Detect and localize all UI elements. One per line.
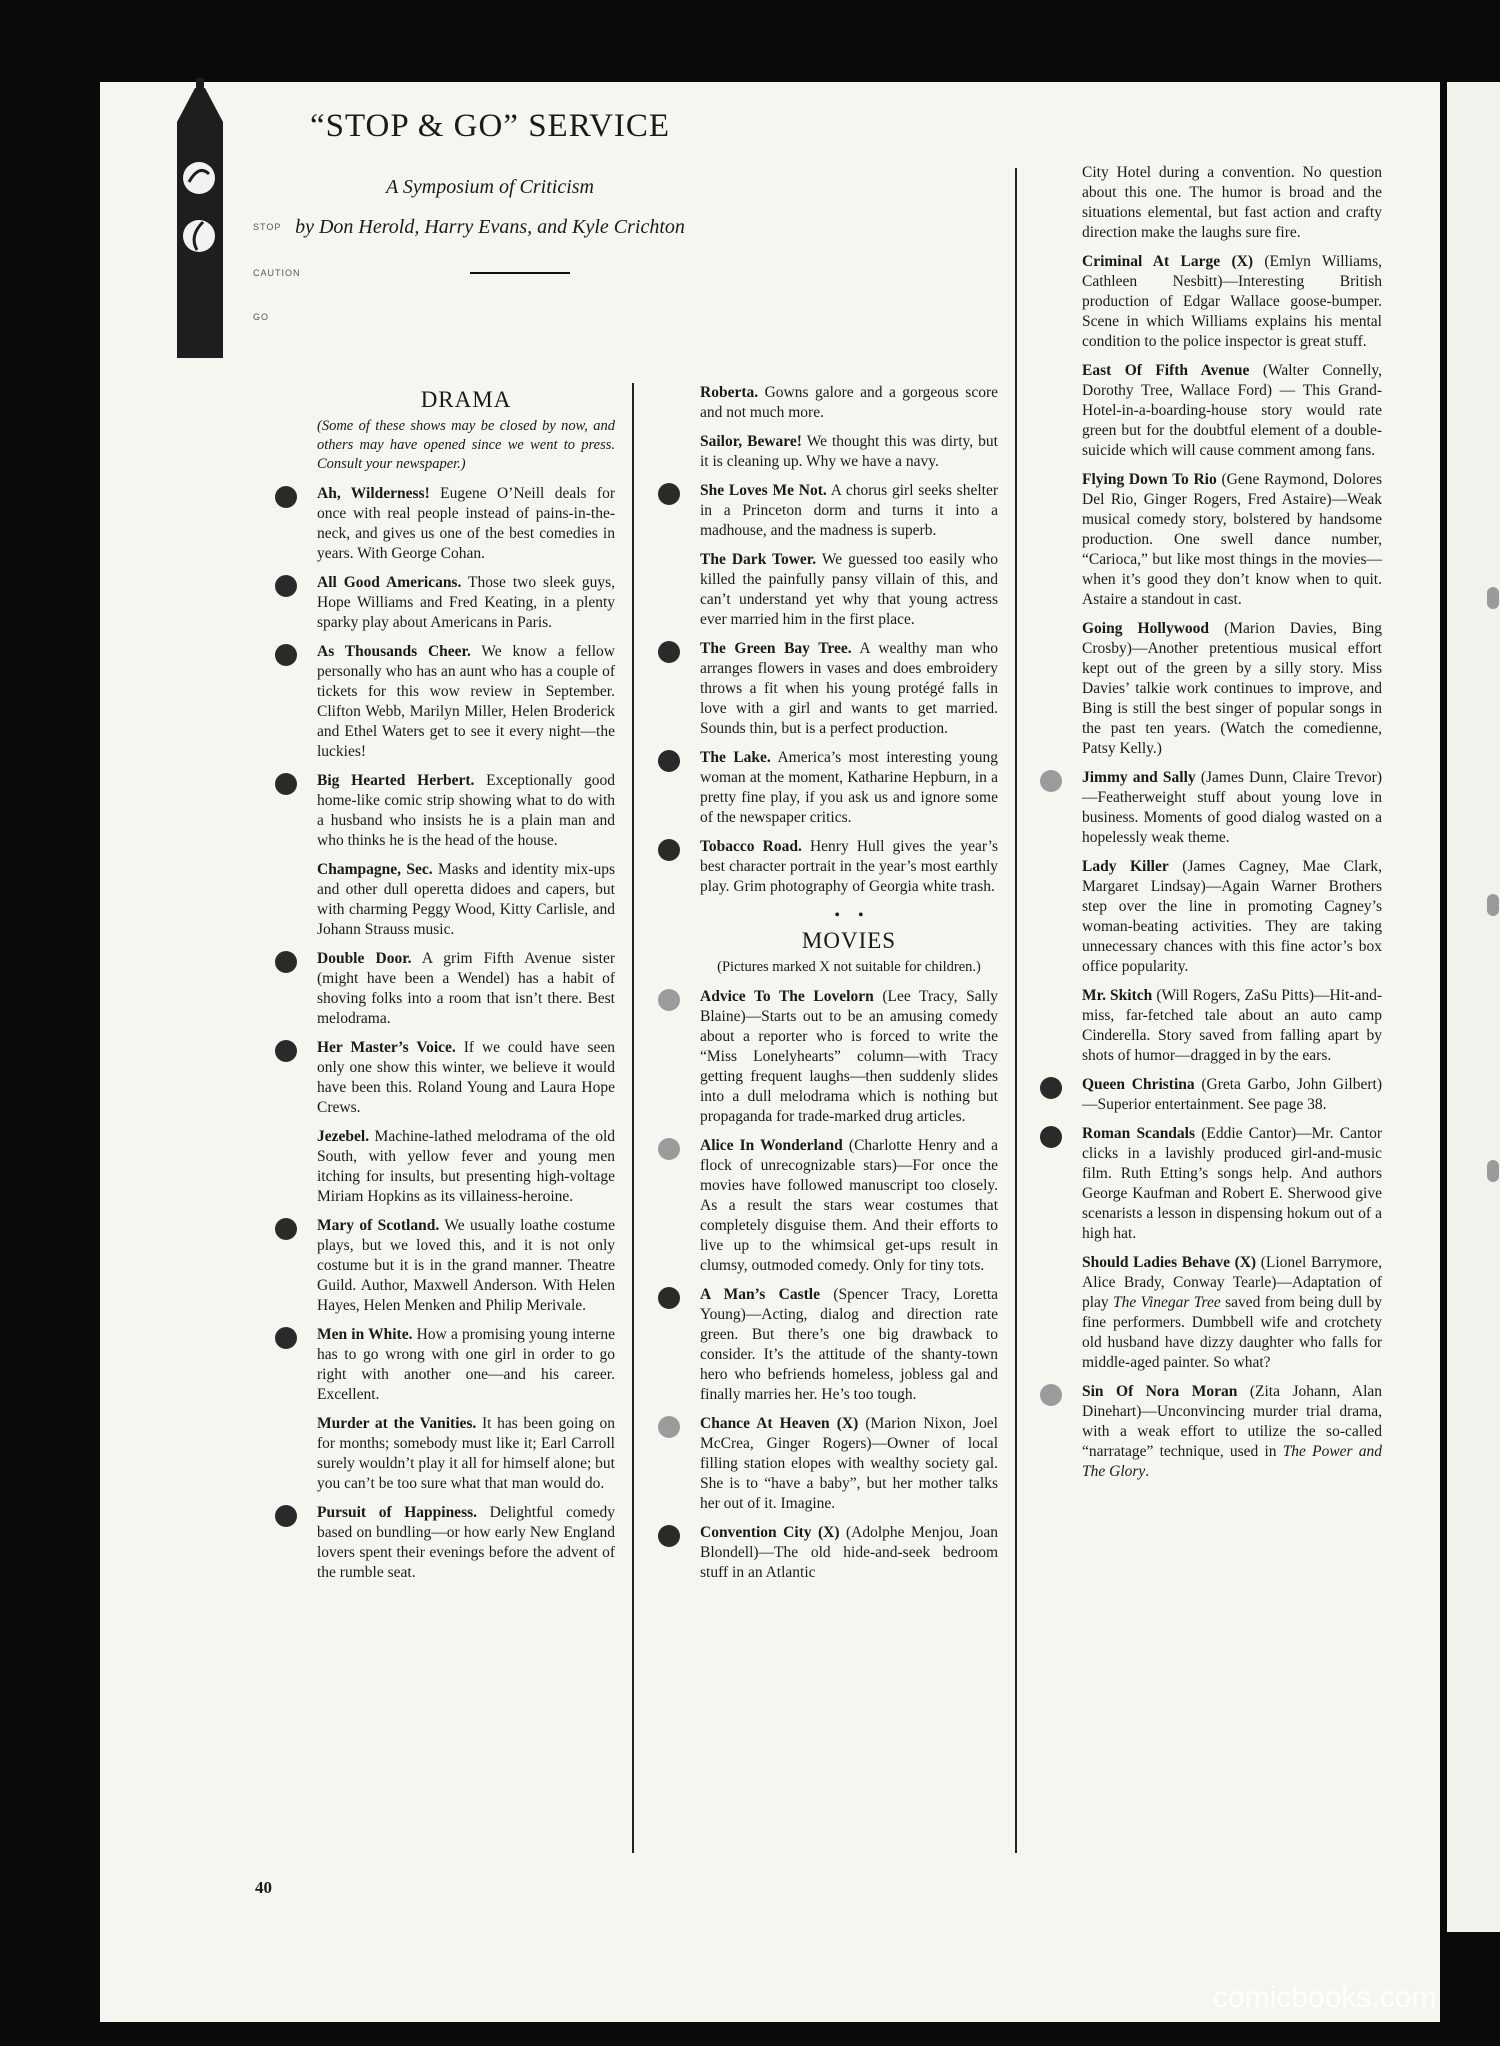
entry-text: Machine-lathed melodrama of the old South, with yellow fever and young men itching for insults, but presenting high-voltage Miriam Hopkins as its villainess-heroine. <box>317 1128 616 1205</box>
review-entry <box>1082 470 1382 610</box>
review-entry <box>700 1523 998 1583</box>
entry-title: Chance At Heaven (X) <box>700 1415 859 1432</box>
review-entry <box>700 1136 998 1276</box>
entry-title: She Loves Me Not. <box>700 482 827 499</box>
entry-text: How a promising young interne has to go wrong with one girl in order to go right with another one—and his career. Excellent. <box>317 1326 615 1403</box>
review-entry <box>317 1414 615 1494</box>
review-entry <box>700 639 998 739</box>
entry-text: Those two sleek guys, Hope Williams and Fred Keating, in a plenty sparky play about Americans in Paris. <box>317 574 615 631</box>
edge-mark <box>1487 587 1499 609</box>
entry-title: Her Master’s Voice. <box>317 1039 456 1056</box>
review-entry <box>317 484 615 564</box>
entry-text: (Spencer Tracy, Loretta Young)—Acting, dialog and direction rate green. But there’s one big drawback to consider. It’s the attitude of the shanty-town hero who befriends homeless, jobless gal and finally marries her. He’s too tough. <box>700 1286 999 1403</box>
caution-signal-dot <box>658 1416 680 1438</box>
entry-title: All Good Americans. <box>317 574 462 591</box>
entry-text: If we could have seen only one show this winter, we believe it would have been this. Roland Young and Laura Hope Crews. <box>317 1039 615 1116</box>
caution-signal-dot <box>1040 1384 1062 1406</box>
go-signal-dot <box>275 1327 297 1349</box>
review-entry <box>317 771 615 851</box>
go-signal-dot <box>1040 1126 1062 1148</box>
entry-text: (Lee Tracy, Sally Blaine)—Starts out to be an amusing comedy about a reporter who is forced to write the “Miss Lonelyhearts” column—with Tracy getting frequent laughs—then suddenly slides into a dull melodrama which is nothing but propaganda for trade-marked drug articles. <box>700 988 998 1125</box>
entry-title: As Thousands Cheer. <box>317 643 471 660</box>
go-signal-dot <box>658 839 680 861</box>
entry-title: Murder at the Vanities. <box>317 1415 477 1432</box>
go-signal-dot <box>275 773 297 795</box>
signal-label-caution: CAUTION <box>253 268 301 278</box>
page-subtitle: A Symposium of Criticism <box>386 176 594 198</box>
entry-title: The Dark Tower. <box>700 551 817 568</box>
review-entry <box>700 432 998 472</box>
entry-text: (Zita Johann, Alan Dinehart)—Unconvincing murder trial drama, with a weak effort to utilize the so-called “narratage” technique, used in <box>1082 1383 1383 1460</box>
review-entry <box>1082 1075 1382 1115</box>
go-signal-dot <box>275 1040 297 1062</box>
go-signal-dot <box>275 951 297 973</box>
movies-note: (Pictures marked X not suitable for children.) <box>717 959 981 975</box>
entry-title: Roman Scandals <box>1082 1125 1196 1142</box>
entry-text: A grim Fifth Avenue sister (might have been a Wendel) has a habit of shoving folks into a room that isn’t there. Best melodrama. <box>317 950 615 1027</box>
entry-text: We know a fellow personally who has an aunt who has a couple of tickets for this wow review in September. Clifton Webb, Marilyn Miller, Helen Broderick and Ethel Waters get to see it every night—the luckies! <box>317 643 615 760</box>
entry-title: The Lake. <box>700 749 771 766</box>
watermark: comicbooks.com <box>1213 1981 1437 2014</box>
entry-title: Sin Of Nora Moran <box>1082 1383 1238 1400</box>
entry-text: Henry Hull gives the year’s best character portrait in the year’s most earthly play. Grim photography of Georgia white trash. <box>700 838 999 895</box>
entry-text: Delightful comedy based on bundling—or how early New England lovers spent their evenings before the advent of the rumble seat. <box>317 1504 616 1581</box>
review-entry <box>317 949 615 1029</box>
entry-title: Ah, Wilderness! <box>317 485 430 502</box>
title-rule <box>470 272 570 274</box>
entry-title: Double Door. <box>317 950 412 967</box>
go-signal-dot <box>658 483 680 505</box>
drama-list-continued <box>700 383 998 897</box>
review-entry <box>317 1325 615 1405</box>
right-column <box>1082 163 1382 1491</box>
movie-entry-continued: City Hotel during a convention. No question about this one. The humor is broad and the situations elemental, but fast action and crafty direction make the laughs sure fire. <box>1082 164 1382 241</box>
drama-column <box>317 385 615 1592</box>
middle-column <box>700 383 998 1592</box>
entry-title: Jimmy and Sally <box>1082 769 1196 786</box>
review-entry <box>1082 252 1382 352</box>
review-entry <box>700 748 998 828</box>
drama-note: (Some of these shows may be closed by now, and others may have opened since we went to press. Consult your newspaper.) <box>317 418 615 472</box>
signal-label-go: GO <box>253 312 270 322</box>
entry-text-tail: saved from being dull by fine performers. Dumbbell wife and crotchety old husband have dizzy daughter who falls for middle-aged painter. So what? <box>1082 1294 1382 1371</box>
review-entry <box>1082 361 1382 461</box>
entry-title: Queen Christina <box>1082 1076 1195 1093</box>
entry-text: (Eddie Cantor)—Mr. Cantor clicks in a lavishly produced girl-and-music film. Ruth Etting’s songs help. And authors George Kaufman and Robert E. Sherwood give scenarists a lesson in dispensing hokum out of a high hat. <box>1082 1125 1382 1242</box>
entry-text: We usually loathe costume plays, but we loved this, and it is not only costume but it is in the grand manner. Theatre Guild. Author, Maxwell Anderson. With Helen Hayes, Helen Menken and Philip Merivale. <box>317 1217 615 1314</box>
entry-title: Lady Killer <box>1082 858 1169 875</box>
entry-title: Should Ladies Behave (X) <box>1082 1254 1257 1271</box>
entry-title: Going Hollywood <box>1082 620 1210 637</box>
drama-heading: DRAMA <box>420 387 512 412</box>
column-rule <box>1015 168 1017 1853</box>
review-entry <box>317 1038 615 1118</box>
caution-signal-dot <box>1040 770 1062 792</box>
review-entry <box>1082 1124 1382 1244</box>
review-entry <box>700 987 998 1127</box>
entry-text: (James Dunn, Claire Trevor)—Featherweight stuff about young love in business. Moments of good dialog wasted on a hopelessly weak theme. <box>1082 769 1382 846</box>
entry-text-tail: . <box>1145 1463 1150 1480</box>
entry-title: Mr. Skitch <box>1082 987 1153 1004</box>
byline: by Don Herold, Harry Evans, and Kyle Crichton <box>295 216 685 238</box>
edge-mark <box>1487 1160 1499 1182</box>
entry-title: Flying Down To Rio <box>1082 471 1217 488</box>
caution-signal-dot <box>658 989 680 1011</box>
entry-title: Criminal At Large (X) <box>1082 253 1253 270</box>
next-page-edge <box>1447 82 1500 1932</box>
entry-text: (Charlotte Henry and a flock of unrecognizable stars)—For once the movies have followed manuscript too closely. As a result the stars wear costumes that completely disguise them. And their efforts to live up to the whimsical get-ups result in clumsy, outmoded comedy. Only for tiny tots. <box>700 1137 998 1274</box>
review-entry <box>317 573 615 633</box>
entry-text: Eugene O’Neill deals for once with real people instead of pains-in-the-neck, and gives us one of the best comedies in years. With George Cohan. <box>317 485 616 562</box>
go-signal-dot <box>275 644 297 666</box>
caution-signal-dot <box>658 1138 680 1160</box>
review-entry <box>317 1216 615 1316</box>
go-signal-dot <box>1040 1077 1062 1099</box>
entry-text: (Adolphe Menjou, Joan Blondell)—The old hide-and-seek bedroom stuff in an Atlantic <box>700 1524 999 1581</box>
review-entry <box>700 1285 998 1405</box>
go-signal-dot <box>275 575 297 597</box>
review-entry <box>700 481 998 541</box>
review-entry <box>700 550 998 630</box>
entry-text: We thought this was dirty, but it is cleaning up. Why we have a navy. <box>700 433 998 470</box>
column-rule <box>632 383 634 1853</box>
entry-text: Masks and identity mix-ups and other dull operetta didoes and capers, but with charming Peggy Wood, Kitty Carlisle, and Johann Strauss music. <box>317 861 615 938</box>
entry-text: (Marion Nixon, Joel McCrea, Ginger Rogers)—Owner of local filling station elopes with wealthy society gal. She is to “have a baby”, but her mother talks her out of it. Imagine. <box>700 1415 998 1512</box>
entry-title: Roberta. <box>700 384 759 401</box>
entry-text: (Emlyn Williams, Cathleen Nesbitt)—Interesting British production of Edgar Wallace goose-bumper. Scene in which Williams explains his mental condition to the police inspector is great stuff. <box>1082 253 1383 350</box>
entry-text: Gowns galore and a gorgeous score and not much more. <box>700 384 998 421</box>
entry-text: A chorus girl seeks shelter in a Princeton dorm and turns it into a madhouse, and the madness is superb. <box>700 482 998 539</box>
entry-text: (Marion Davies, Bing Crosby)—Another pretentious musical effort kept out of the green by a silly story. Miss Davies’ talkie work continues to improve, and Bing is still the best singer of popular songs in the past ten years. (Watch the comedienne, Patsy Kelly.) <box>1082 620 1383 757</box>
entry-text: America’s most interesting young woman at the moment, Katharine Hepburn, in a pretty fine play, if you ask us and ignore some of the newspaper critics. <box>700 749 998 826</box>
entry-text: A wealthy man who arranges flowers in vases and does embroidery throws a fit when his young protégé falls in love with a girl and wants to get married. Sounds thin, but is a perfect production. <box>700 640 998 737</box>
entry-title: Champagne, Sec. <box>317 861 433 878</box>
go-signal-dot <box>275 486 297 508</box>
entry-title: Jezebel. <box>317 1128 370 1145</box>
review-entry <box>700 837 998 897</box>
review-entry <box>1082 619 1382 759</box>
entry-title: Tobacco Road. <box>700 838 802 855</box>
entry-text: (Greta Garbo, John Gilbert)—Superior entertainment. See page 38. <box>1082 1076 1382 1113</box>
entry-title: Advice To The Lovelorn <box>700 988 874 1005</box>
review-entry <box>317 860 615 940</box>
review-entry <box>1082 1253 1382 1373</box>
entry-title: Sailor, Beware! <box>700 433 802 450</box>
review-entry <box>700 1414 998 1514</box>
review-entry <box>317 1127 615 1207</box>
entry-title: Men in White. <box>317 1326 413 1343</box>
review-entry <box>1082 986 1382 1066</box>
review-entry <box>1082 857 1382 977</box>
entry-italic-title: The Power and The Glory <box>1082 1443 1382 1480</box>
entry-text: Exceptionally good home-like comic strip showing what to do with a husband who insists he is a plain man and who thinks he is the head of the house. <box>317 772 616 849</box>
review-entry <box>1082 768 1382 848</box>
entry-title: Convention City (X) <box>700 1524 840 1541</box>
page-number: 40 <box>255 1878 272 1897</box>
movies-heading: MOVIES <box>801 928 897 953</box>
go-signal-dot <box>658 750 680 772</box>
entry-title: Alice In Wonderland <box>700 1137 843 1154</box>
entry-title: Big Hearted Herbert. <box>317 772 475 789</box>
entry-title: Mary of Scotland. <box>317 1217 440 1234</box>
signal-label-stop: STOP <box>253 222 282 232</box>
entry-title: East Of Fifth Avenue <box>1082 362 1250 379</box>
entry-title: Pursuit of Happiness. <box>317 1504 478 1521</box>
page-title: “STOP & GO” SERVICE <box>309 108 671 144</box>
review-entry <box>317 1503 615 1583</box>
go-signal-dot <box>658 641 680 663</box>
go-signal-dot <box>658 1525 680 1547</box>
movies-list <box>700 987 998 1583</box>
review-entry <box>1082 1382 1382 1482</box>
entry-title: A Man’s Castle <box>700 1286 820 1303</box>
traffic-signal-logo <box>155 78 301 363</box>
entry-text: We guessed too easily who killed the painfully pansy villain of this, and can’t understand yet why that young actress ever married him in the first place. <box>700 551 998 628</box>
entry-text: (Walter Connelly, Dorothy Tree, Wallace Ford) — This Grand-Hotel-in-a-boarding-house story would rate green but for the doubtful element of a double-suicide which will cause comment among fans. <box>1082 362 1383 459</box>
review-entry <box>700 383 998 423</box>
traffic-signal-icon <box>155 78 235 358</box>
entry-text: It has been going on for months; somebody must like it; Earl Carroll surely wouldn’t play it all for himself alone; but you can’t be too sure what that man would do. <box>317 1415 615 1492</box>
go-signal-dot <box>275 1505 297 1527</box>
review-entry <box>317 642 615 762</box>
drama-list <box>317 484 615 1583</box>
entry-text: (Will Rogers, ZaSu Pitts)—Hit-and-miss, far-fetched tale about an auto camp Cinderella. Story saved from falling apart by shots of humor—dragged in by the ears. <box>1082 987 1383 1064</box>
movies-list-continued <box>1082 252 1382 1482</box>
entry-text: (James Cagney, Mae Clark, Margaret Lindsay)—Again Warner Brothers step over the line in promoting Cagney’s woman-beating activities. They are taking unnecessary chances with this fine actor’s box office popularity. <box>1082 858 1382 975</box>
entry-italic-title: The Vinegar Tree <box>1113 1294 1221 1311</box>
section-separator: •• <box>834 907 882 924</box>
go-signal-dot <box>658 1287 680 1309</box>
entry-text: (Lionel Barrymore, Alice Brady, Conway Tearle)—Adaptation of play <box>1082 1254 1383 1311</box>
edge-mark <box>1487 894 1499 916</box>
go-signal-dot <box>275 1218 297 1240</box>
entry-title: The Green Bay Tree. <box>700 640 852 657</box>
entry-text: (Gene Raymond, Dolores Del Rio, Ginger Rogers, Fred Astaire)—Weak musical comedy story, bolstered by handsome production. One swell dance number, “Carioca,” but like most things in the movies—when it’s good they don’t know when to quit. Astaire a standout in cast. <box>1082 471 1382 608</box>
